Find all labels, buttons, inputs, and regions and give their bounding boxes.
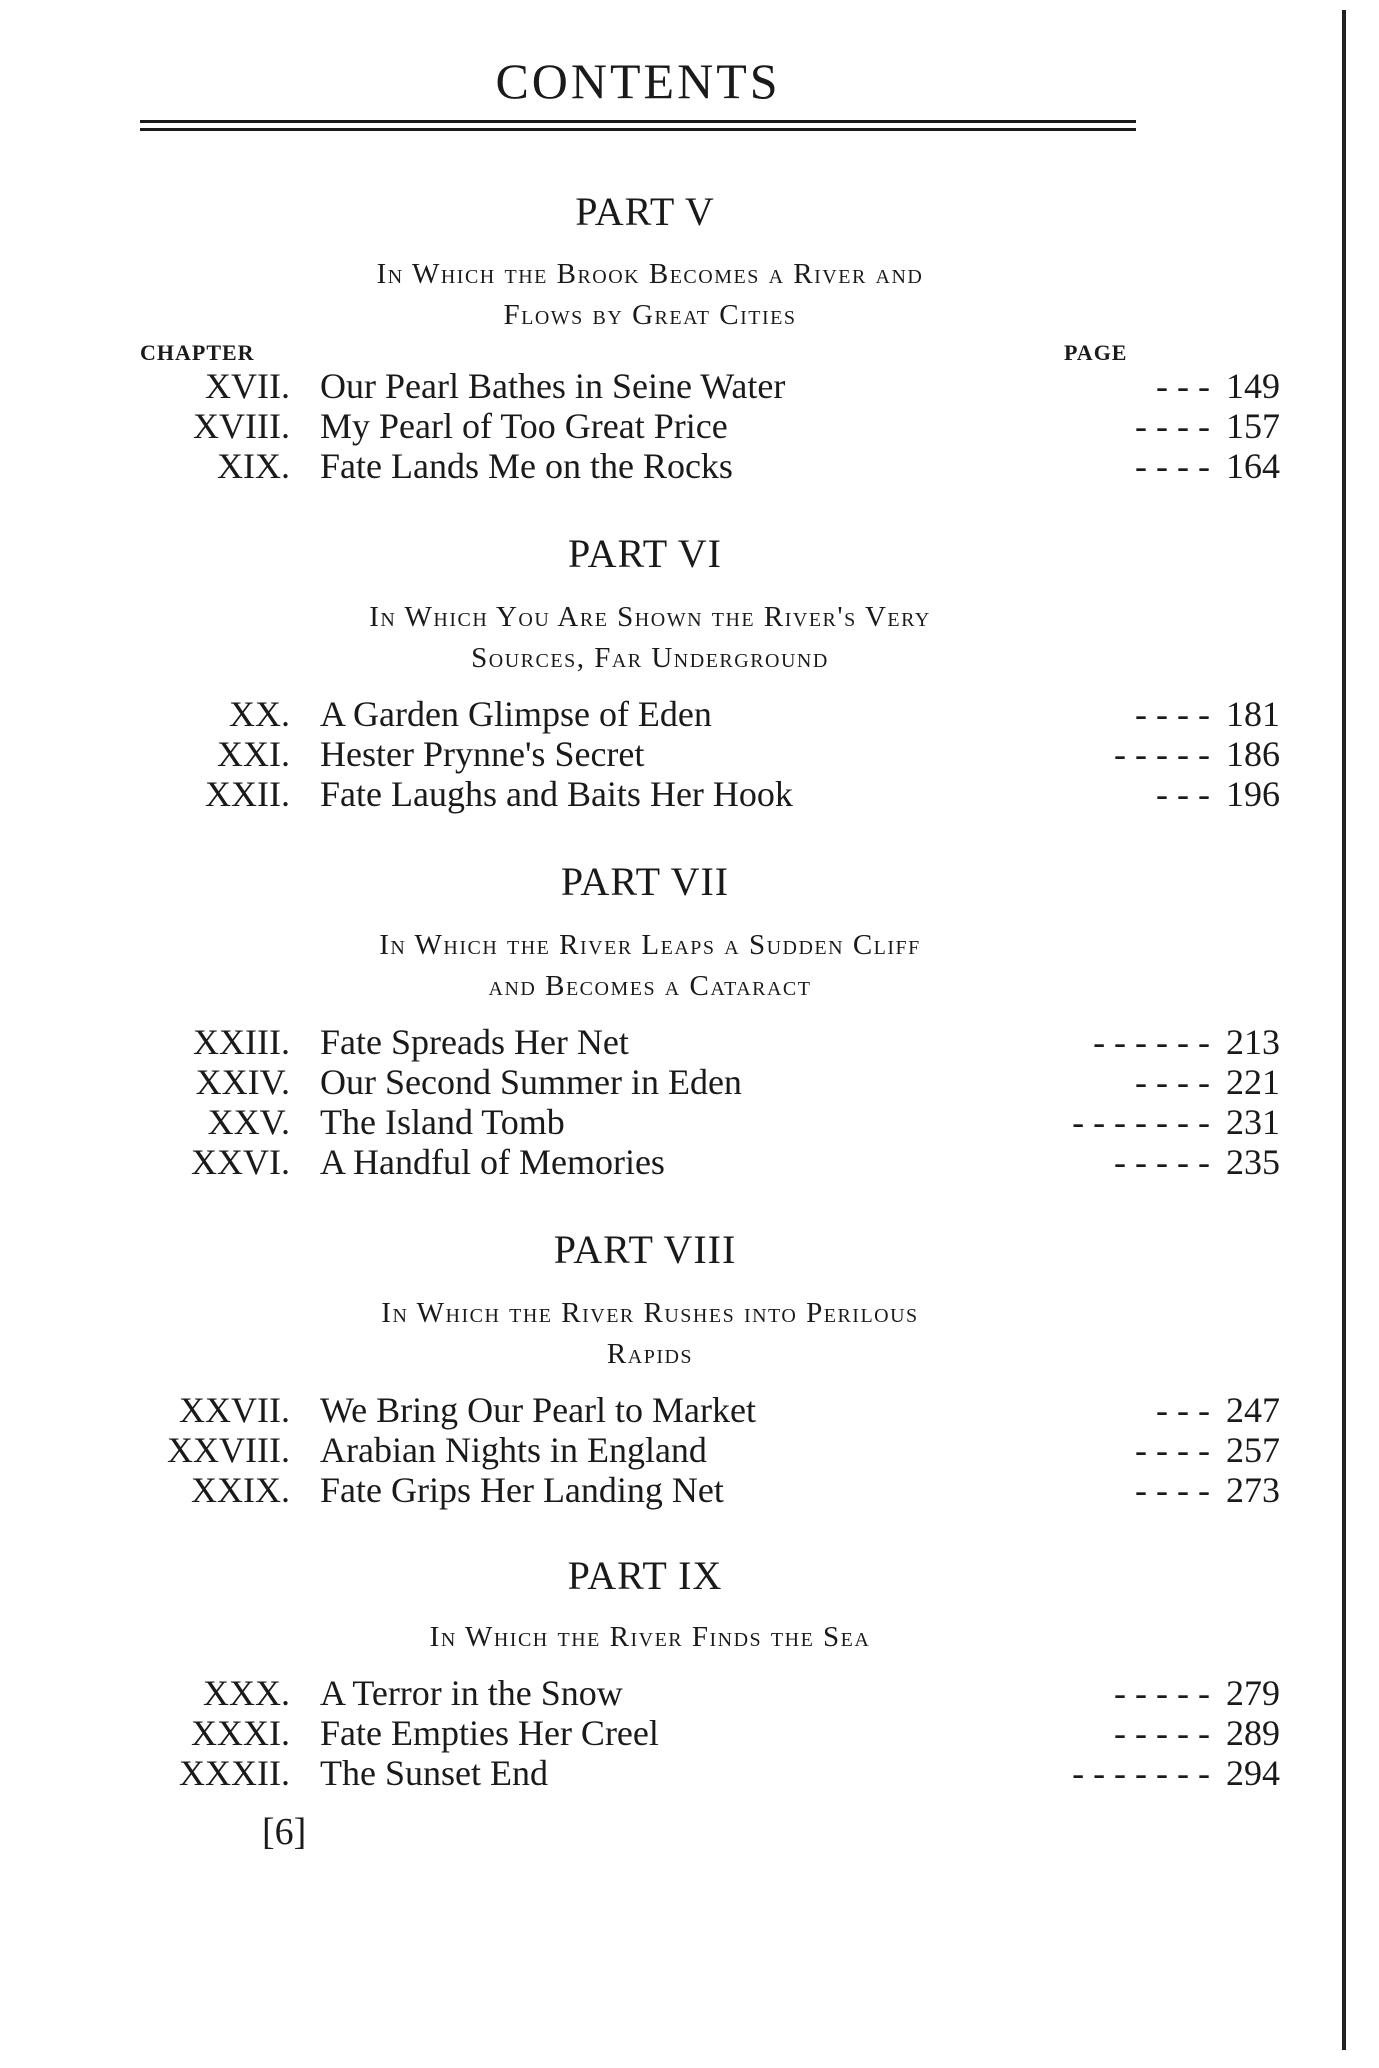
page-number: 257 xyxy=(1226,1430,1280,1470)
toc-entry[interactable] xyxy=(140,1141,1280,1183)
chapter-title: The Sunset End xyxy=(320,1753,548,1793)
chapter-title: Arabian Nights in England xyxy=(320,1430,707,1470)
part-subtitle xyxy=(240,1617,1060,1658)
page-edge-shadow xyxy=(1342,10,1346,2050)
chapter-number: XX. xyxy=(229,694,290,734)
toc-entry[interactable] xyxy=(140,1469,1280,1511)
chapter-title: Hester Prynne's Secret xyxy=(320,734,645,774)
chapter-number: XXV. xyxy=(207,1102,290,1142)
part-title: PART V xyxy=(575,189,715,234)
page-number: 289 xyxy=(1226,1713,1280,1753)
leader-dashes: - - - - - - xyxy=(1093,1022,1210,1062)
part-title: PART IX xyxy=(567,1553,723,1598)
part-subtitle-line: and Becomes a Cataract xyxy=(488,970,812,1002)
leader-dashes: - - - xyxy=(1156,366,1210,406)
toc-entry[interactable] xyxy=(140,445,1280,487)
toc-entry[interactable] xyxy=(140,1752,1280,1794)
page-number: 213 xyxy=(1226,1022,1280,1062)
leader-dashes: - - - xyxy=(1156,774,1210,814)
chapter-title: Our Second Summer in Eden xyxy=(320,1062,742,1102)
leader-dashes: - - - - xyxy=(1135,1470,1210,1510)
page-number: 181 xyxy=(1226,694,1280,734)
part-subtitle-line: Flows by Great Cities xyxy=(503,299,797,331)
toc-entry[interactable] xyxy=(140,1061,1280,1103)
leader-dashes: - - - - - xyxy=(1114,734,1210,774)
toc-entry[interactable] xyxy=(140,1101,1280,1143)
chapter-column-label: CHAPTER xyxy=(140,340,255,365)
part-title: PART VIII xyxy=(553,1227,737,1272)
page-number: 196 xyxy=(1226,774,1280,814)
chapter-number: XXVI. xyxy=(191,1142,290,1182)
toc-entry[interactable] xyxy=(140,1672,1280,1714)
leader-dashes: - - - - xyxy=(1135,406,1210,446)
toc-entry[interactable] xyxy=(140,1389,1280,1431)
part-subtitle xyxy=(240,1293,1060,1375)
chapter-number: XXVIII. xyxy=(167,1430,290,1470)
chapter-title: Fate Spreads Her Net xyxy=(320,1022,629,1062)
leader-dashes: - - - - xyxy=(1135,446,1210,486)
page-folio: [6] xyxy=(262,1811,307,1853)
page-title: CONTENTS xyxy=(495,53,781,109)
chapter-number: XXXII. xyxy=(179,1753,290,1793)
leader-dashes: - - - - - - - xyxy=(1072,1753,1210,1793)
part-title: PART VII xyxy=(560,859,730,904)
leader-dashes: - - - - - - - xyxy=(1072,1102,1210,1142)
page-number: 279 xyxy=(1226,1673,1280,1713)
page-number: 294 xyxy=(1226,1753,1280,1793)
toc-entry[interactable] xyxy=(140,1021,1280,1063)
page-number: 221 xyxy=(1226,1062,1280,1102)
chapter-title: A Garden Glimpse of Eden xyxy=(320,694,712,734)
part-title: PART VI xyxy=(568,531,722,576)
chapter-number: XVII. xyxy=(205,366,290,406)
page-number: 149 xyxy=(1226,366,1280,406)
part-subtitle-line: In Which the River Finds the Sea xyxy=(429,1621,871,1653)
part-subtitle-line: Rapids xyxy=(606,1338,694,1370)
toc-entry[interactable] xyxy=(140,405,1280,447)
page-number: 235 xyxy=(1226,1142,1280,1182)
chapter-title: A Handful of Memories xyxy=(320,1142,665,1182)
leader-dashes: - - - - xyxy=(1135,1062,1210,1102)
chapter-number: XXX. xyxy=(203,1673,290,1713)
chapter-title: Our Pearl Bathes in Seine Water xyxy=(320,366,786,406)
part-subtitle xyxy=(240,254,1060,336)
chapter-number: XIX. xyxy=(217,446,290,486)
chapter-title: We Bring Our Pearl to Market xyxy=(320,1390,756,1430)
part-subtitle-line: In Which You Are Shown the River's Very xyxy=(369,601,931,633)
page-number: 164 xyxy=(1226,446,1280,486)
part-subtitle-line: In Which the River Leaps a Sudden Cliff xyxy=(379,929,921,961)
chapter-title: My Pearl of Too Great Price xyxy=(320,406,728,446)
part-subtitle-line: In Which the Brook Becomes a River and xyxy=(376,258,924,290)
part-subtitle xyxy=(240,597,1060,679)
page-number: 247 xyxy=(1226,1390,1280,1430)
double-rule-divider xyxy=(140,120,1136,131)
leader-dashes: - - - - - xyxy=(1114,1142,1210,1182)
toc-entry[interactable] xyxy=(140,733,1280,775)
chapter-number: XXIII. xyxy=(193,1022,290,1062)
page-number: 186 xyxy=(1226,734,1280,774)
page-number: 231 xyxy=(1226,1102,1280,1142)
leader-dashes: - - - - - xyxy=(1114,1673,1210,1713)
chapter-number: XXIX. xyxy=(191,1470,290,1510)
page-number: 157 xyxy=(1226,406,1280,446)
chapter-number: XVIII. xyxy=(193,406,290,446)
page-column-label: PAGE xyxy=(1064,340,1128,365)
chapter-title: A Terror in the Snow xyxy=(320,1673,623,1713)
part-subtitle-line: Sources, Far Underground xyxy=(471,642,829,674)
toc-entry[interactable] xyxy=(140,773,1280,815)
chapter-title: Fate Empties Her Creel xyxy=(320,1713,659,1753)
leader-dashes: - - - - xyxy=(1135,694,1210,734)
toc-entry[interactable] xyxy=(140,1429,1280,1471)
toc-entry[interactable] xyxy=(140,693,1280,735)
chapter-title: Fate Grips Her Landing Net xyxy=(320,1470,724,1510)
chapter-number: XXXI. xyxy=(191,1713,290,1753)
chapter-title: Fate Laughs and Baits Her Hook xyxy=(320,774,793,814)
toc-entry[interactable] xyxy=(140,1712,1280,1754)
chapter-number: XXIV. xyxy=(195,1062,290,1102)
part-subtitle-line: In Which the River Rushes into Perilous xyxy=(381,1297,919,1329)
chapter-title: The Island Tomb xyxy=(320,1102,565,1142)
chapter-number: XXVII. xyxy=(179,1390,290,1430)
leader-dashes: - - - xyxy=(1156,1390,1210,1430)
leader-dashes: - - - - xyxy=(1135,1430,1210,1470)
chapter-number: XXI. xyxy=(217,734,290,774)
leader-dashes: - - - - - xyxy=(1114,1713,1210,1753)
chapter-number: XXII. xyxy=(205,774,290,814)
chapter-title: Fate Lands Me on the Rocks xyxy=(320,446,733,486)
page-number: 273 xyxy=(1226,1470,1280,1510)
toc-entry[interactable] xyxy=(140,365,1280,407)
part-subtitle xyxy=(240,925,1060,1007)
